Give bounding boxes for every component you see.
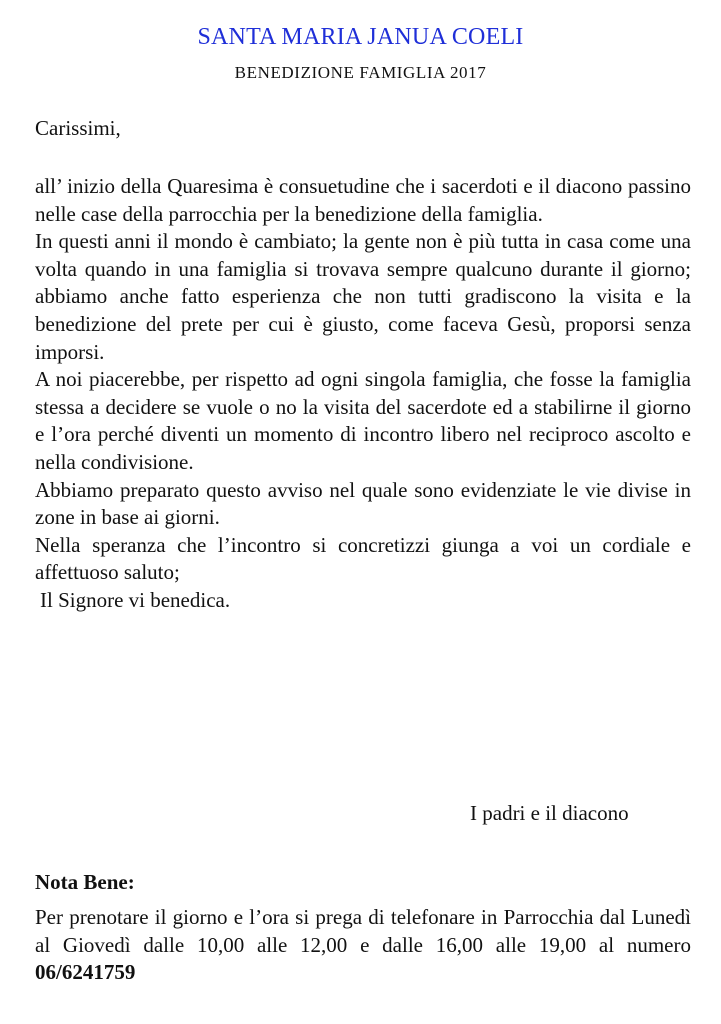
letter-signature: I padri e il diacono xyxy=(470,801,629,825)
letter-greeting: Carissimi, xyxy=(35,116,121,140)
letter-body xyxy=(35,173,691,615)
letter-paragraph: In questi anni il mondo è cambiato; la gente non è più tutta in casa come una volta quando in una famiglia si trovava sempre qualcuno durante il giorno; abbiamo anche fatto esperienza che non tutti gradiscono la visita e la benedizione del prete per cui è giusto, come faceva Gesù, proporsi senza imporsi. xyxy=(35,229,691,364)
letter-paragraph: Nella speranza che l’incontro si concretizzi giunga a voi un cordiale e affettuoso saluto; xyxy=(35,532,691,585)
document-subtitle: BENEDIZIONE FAMIGLIA 2017 xyxy=(234,63,487,82)
document-title: SANTA MARIA JANUA COELI xyxy=(197,24,524,50)
note-title: Nota Bene: xyxy=(35,870,135,894)
letter-paragraph: all’ inizio della Quaresima è consuetudine che i sacerdoti e il diacono passino nelle case della parrocchia per la benedizione della famiglia. xyxy=(35,174,691,226)
note-text xyxy=(35,904,691,987)
letter-closing: Il Signore vi benedica. xyxy=(40,587,231,612)
note-body: Per prenotare il giorno e l’ora si prega di telefonare in Parrocchia dal Lunedì al Giovedì dalle 10,00 alle 12,00 e dalle 16,00 alle 19,00 al numero xyxy=(35,905,691,957)
letter-paragraph: Abbiamo preparato questo avviso nel quale sono evidenziate le vie divise in zone in base ai giorni. xyxy=(35,477,691,530)
phone-number: 06/6241759 xyxy=(35,960,136,985)
letter-paragraph: A noi piacerebbe, per rispetto ad ogni singola famiglia, che fosse la famiglia stessa a decidere se vuole o no la visita del sacerdote ed a stabilirne il giorno e l’ora perché diventi un momento di incontro libero nel reciproco ascolto e nella condivisione. xyxy=(35,367,691,474)
